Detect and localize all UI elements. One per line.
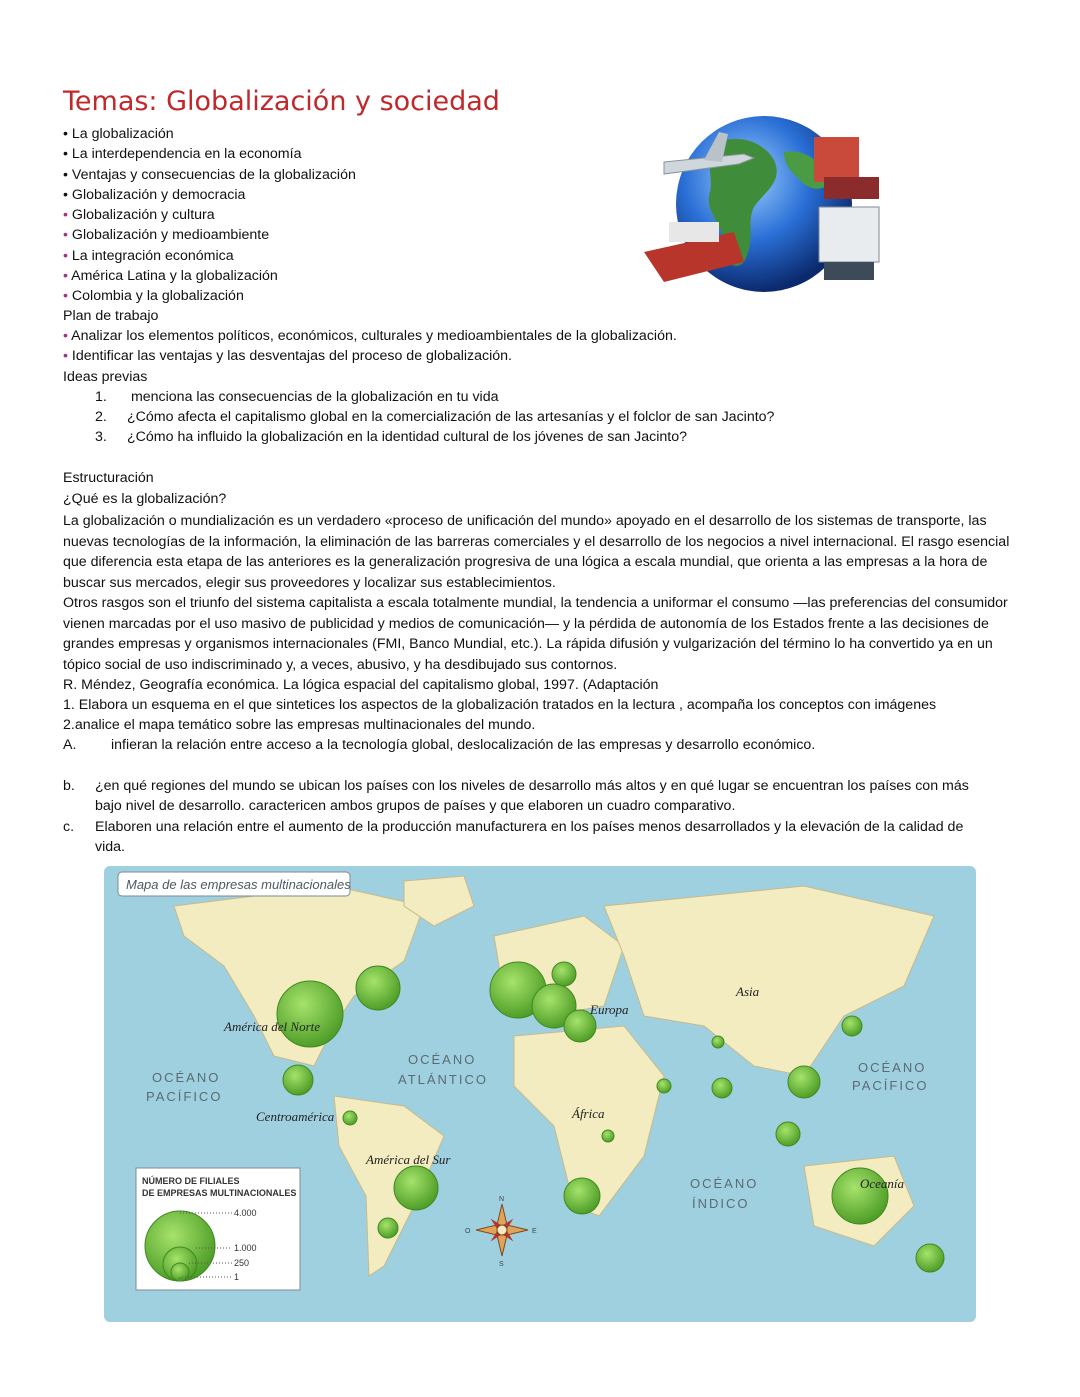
bubble-north-america xyxy=(277,981,343,1047)
list-item: • Globalización y democracia xyxy=(63,186,246,203)
label-america-sur: América del Sur xyxy=(366,1152,451,1167)
world-map xyxy=(104,866,976,1322)
bubble-canada-east xyxy=(356,966,400,1010)
bubble-chile xyxy=(378,1218,398,1238)
label-africa: África xyxy=(572,1106,605,1121)
source-citation: R. Méndez, Geografía económica. La lógica espacial del capitalismo global, 1997. (Adaptación xyxy=(63,677,659,693)
label-oceano: OCÉANO xyxy=(690,1176,759,1191)
label-asia: Asia xyxy=(736,984,760,999)
map-title-box xyxy=(118,872,351,896)
bubble-caribbean xyxy=(343,1111,357,1125)
bubble-singapore xyxy=(776,1122,800,1146)
label-oceano: OCÉANO xyxy=(858,1060,927,1075)
legend-value: 4.000 xyxy=(234,1208,257,1218)
compass-e: E xyxy=(532,1228,537,1235)
paragraph: La globalización o mundialización es un verdadero «proceso de unificación del mundo» apoyado en el desarrollo de los sistemas de transporte, las nuevas tecnologías de la información, la eliminación de las barreras comerciales y el desarrollo de los negocios a nivel internacional. El rasgo esencial que diferencia esta etapa de las anteriores es la generalización progresiva de una lógica a escala mundial, que orienta a las empresas a la hora de buscar sus mercados, elegir sus proveedores y localizar sus establecimientos. xyxy=(63,513,1010,591)
activity: 2.analice el mapa temático sobre las empresas multinacionales del mundo. xyxy=(63,717,536,733)
list-item: • Colombia y la globalización xyxy=(63,288,244,305)
list-item: • Globalización y medioambiente xyxy=(63,227,270,244)
label-pacifico: PACÍFICO xyxy=(146,1089,223,1104)
bubble-china-east xyxy=(788,1066,820,1098)
bubble-africa-small xyxy=(602,1130,614,1142)
list-item: 2. ¿Cómo afecta el capitalismo global en la comercialización de las artesanías y el folclor de san Jacinto? xyxy=(95,409,775,425)
compass-s: S xyxy=(499,1261,504,1268)
globe-illustration xyxy=(624,112,886,296)
plan-heading: Plan de trabajo xyxy=(63,308,159,324)
compass-n: N xyxy=(499,1196,505,1203)
plan-item: • Analizar los elementos políticos, económicos, culturales y medioambientales de la globalización. xyxy=(63,328,677,344)
bubble-middle-east xyxy=(657,1079,671,1093)
label-oceano: OCÉANO xyxy=(152,1070,221,1085)
sub-activity: c. Elaboren una relación entre el aumento de la producción manufacturera en los países menos desarrollados y la elevación de la calidad de vida. xyxy=(63,819,964,856)
legend-value: 1 xyxy=(234,1272,240,1282)
bubble-mexico xyxy=(283,1065,313,1095)
label-america-norte: América del Norte xyxy=(224,1019,321,1034)
label-oceano: OCÉANO xyxy=(408,1052,477,1067)
plan-item: • Identificar las ventajas y las desventajas del proceso de globalización. xyxy=(63,348,512,364)
label-europa: Europa xyxy=(590,1002,629,1017)
bubble-japan xyxy=(842,1016,862,1036)
list-item: 1. menciona las consecuencias de la globalización en tu vida xyxy=(95,389,499,405)
sub-activity: A. infieran la relación entre acceso a la tecnología global, deslocalización de las empresas y desarrollo económico. xyxy=(63,737,816,753)
activity: 1. Elabora un esquema en el que sintetices los aspectos de la globalización tratados en la lectura , acompaña los conceptos con imágenes xyxy=(63,697,937,713)
legend-title: NÚMERO DE FILIALES xyxy=(142,1176,240,1186)
bubble-asia-small xyxy=(712,1036,724,1048)
compass-o: O xyxy=(465,1228,471,1235)
list-item: 3. ¿Cómo ha influido la globalización en la identidad cultural de los jóvenes de san Jacinto? xyxy=(95,429,687,445)
label-oceania: Oceanía xyxy=(860,1176,905,1191)
legend-value: 1.000 xyxy=(234,1243,257,1253)
bubble-south-africa xyxy=(564,1178,600,1214)
page-title: Temas: Globalización y sociedad xyxy=(63,86,500,117)
label-indico: ÍNDICO xyxy=(692,1196,750,1211)
legend-circle-1 xyxy=(178,1277,182,1281)
bubble-india xyxy=(712,1078,732,1098)
paragraph: Otros rasgos son el triunfo del sistema capitalista a escala totalmente mundial, la tendencia a uniformar el consumo —las preferencias del consumidor vienen marcadas por el uso masivo de publicidad y medios de comunicación— y la pérdida de autonomía de los Estados frente a las decisiones de grandes empresas y organismos internacionales (FMI, Banco Mundial, etc.). La rápida difusión y vulgarización del término lo ha convertido ya en un tópico social de uso indiscriminado y, a veces, abusivo, y ha desdibujado sus contornos. xyxy=(63,595,1008,673)
list-item: • La integración económica xyxy=(63,247,234,264)
label-pacifico: PACÍFICO xyxy=(852,1078,929,1093)
list-item: • América Latina y la globalización xyxy=(63,268,278,285)
ideas-heading: Ideas previas xyxy=(63,369,148,385)
legend-value: 250 xyxy=(234,1258,250,1268)
section-heading: Estructuración xyxy=(63,470,154,486)
bubble-europe-c xyxy=(552,962,576,986)
bubble-brazil xyxy=(394,1166,438,1210)
sub-activity: b. ¿en qué regiones del mundo se ubican los países con los niveles de desarrollo más altos y en qué lugar se encuentran los países con más bajo nivel de desarrollo. caractericen ambos grupos de países y que elaboren un cuadro comparativo. xyxy=(63,778,969,815)
map-legend xyxy=(136,1168,300,1290)
list-item: • Globalización y cultura xyxy=(63,207,215,224)
list-item: • La interdependencia en la economía xyxy=(63,146,302,163)
label-atlantico: ATLÁNTICO xyxy=(398,1072,488,1087)
label-centroamerica: Centroamérica xyxy=(256,1109,335,1124)
question-heading: ¿Qué es la globalización? xyxy=(63,491,227,507)
topics-list xyxy=(63,124,356,307)
list-item: • La globalización xyxy=(63,126,174,142)
map-title: Mapa de las empresas multinacionales xyxy=(126,877,351,892)
bubble-new-zealand xyxy=(916,1244,944,1272)
legend-title: DE EMPRESAS MULTINACIONALES xyxy=(142,1188,297,1198)
list-item: • Ventajas y consecuencias de la globalización xyxy=(63,166,356,183)
